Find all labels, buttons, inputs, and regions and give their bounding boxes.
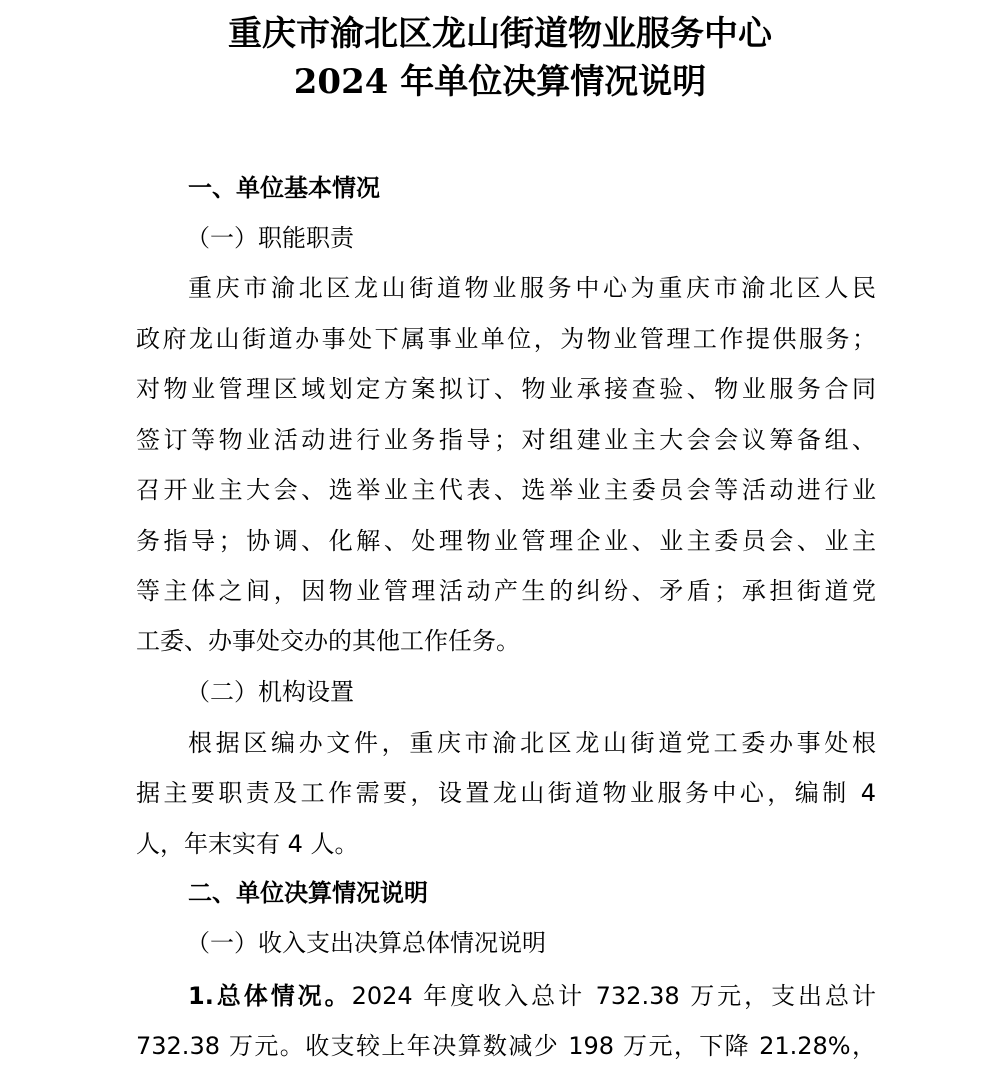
paragraph-line: 重庆市渝北区龙山街道物业服务中心为重庆市渝北区人民 bbox=[188, 274, 876, 302]
paragraph-text: 2024 年度收入总计 732.38 万元，支出总计 bbox=[351, 982, 876, 1010]
section1-sub2-heading: （二）机构设置 bbox=[186, 678, 354, 706]
paragraph-line: 签订等物业活动进行业务指导；对组建业主大会会议筹备组、 bbox=[136, 426, 876, 454]
section2-sub1-heading: （一）收入支出决算总体情况说明 bbox=[186, 929, 546, 957]
paragraph-line: 务指导；协调、化解、处理物业管理企业、业主委员会、业主 bbox=[136, 527, 876, 555]
paragraph-line: 人，年末实有 4 人。 bbox=[136, 830, 359, 858]
paragraph-lead: 1.总体情况。 bbox=[188, 982, 352, 1010]
section2-heading: 二、单位决算情况说明 bbox=[188, 879, 428, 907]
paragraph-line: 732.38 万元。收支较上年决算数减少 198 万元，下降 21.28%， bbox=[136, 1032, 876, 1060]
paragraph-line: 召开业主大会、选举业主代表、选举业主委员会等活动进行业 bbox=[136, 476, 876, 504]
paragraph-line: 据主要职责及工作需要，设置龙山街道物业服务中心，编制 4 bbox=[136, 779, 876, 807]
section1-heading: 一、单位基本情况 bbox=[188, 174, 380, 202]
paragraph-line: 对物业管理区域划定方案拟订、物业承接查验、物业服务合同 bbox=[136, 375, 876, 403]
document-title-line1: 重庆市渝北区龙山街道物业服务中心 bbox=[228, 14, 772, 54]
paragraph-line bbox=[188, 981, 876, 1011]
paragraph-line: 政府龙山街道办事处下属事业单位，为物业管理工作提供服务； bbox=[136, 325, 876, 353]
section1-sub1-heading: （一）职能职责 bbox=[186, 224, 354, 252]
paragraph-line: 根据区编办文件，重庆市渝北区龙山街道党工委办事处根 bbox=[188, 729, 876, 757]
paragraph-line: 工委、办事处交办的其他工作任务。 bbox=[136, 627, 520, 655]
paragraph-line: 等主体之间，因物业管理活动产生的纠纷、矛盾；承担街道党 bbox=[136, 577, 876, 605]
document-title-line2: 2024 年单位决算情况说明 bbox=[293, 62, 707, 102]
